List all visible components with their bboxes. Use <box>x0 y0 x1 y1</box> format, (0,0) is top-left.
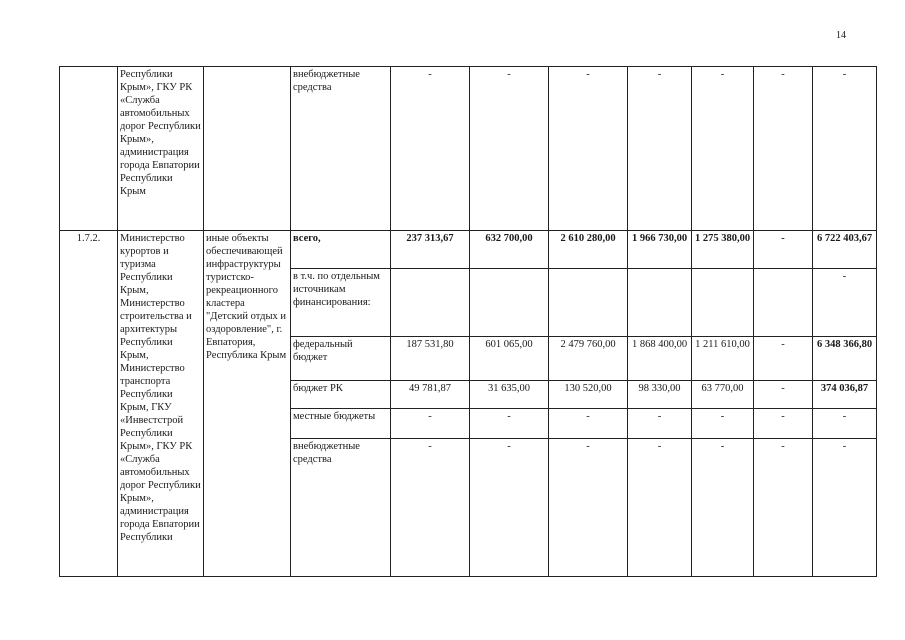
value-cell: - <box>813 269 877 337</box>
value-cell: - <box>813 439 877 577</box>
value-cell: - <box>754 231 813 269</box>
value-cell: 98 330,00 <box>628 381 692 409</box>
value-cell: - <box>628 439 692 577</box>
value-cell: - <box>549 409 628 439</box>
value-cell: - <box>754 381 813 409</box>
value-cell: - <box>754 337 813 381</box>
value-cell: 2 610 280,00 <box>549 231 628 269</box>
value-cell: - <box>628 67 692 231</box>
value-cell: - <box>692 439 754 577</box>
value-cell: - <box>692 409 754 439</box>
value-cell: - <box>549 439 628 577</box>
source-label: в т.ч. по отдельным источникам финансирования: <box>291 269 391 337</box>
value-cell: 187 531,80 <box>391 337 470 381</box>
value-cell: - <box>470 409 549 439</box>
value-cell: - <box>470 67 549 231</box>
value-cell: 49 781,87 <box>391 381 470 409</box>
executor-cell: Министерство курортов и туризма Республики Крым, Министерство строительства и архитектуры Республики Крым, Министерство транспорта Республики Крым, ГКУ «Инвестстрой Республики Крым», ГКУ РК «Служба автомобильных дорог Республики Крым», администрация города Евпатории Республики <box>118 231 204 577</box>
value-cell: - <box>391 67 470 231</box>
object-cell: иные объекты обеспечивающей инфраструктуры туристско-рекреационного кластера "Детский отдых и оздоровление", г. Евпатория, Республика Крым <box>204 231 291 577</box>
value-cell: - <box>549 67 628 231</box>
value-cell <box>549 269 628 337</box>
value-cell: 374 036,87 <box>813 381 877 409</box>
value-cell: - <box>628 409 692 439</box>
source-label: внебюджетные средства <box>291 439 391 577</box>
value-cell: - <box>754 67 813 231</box>
source-label: федеральный бюджет <box>291 337 391 381</box>
value-cell: - <box>813 409 877 439</box>
value-cell: - <box>754 409 813 439</box>
value-cell: - <box>391 439 470 577</box>
value-cell: 31 635,00 <box>470 381 549 409</box>
value-cell <box>692 269 754 337</box>
source-label: бюджет РК <box>291 381 391 409</box>
item-number-cell: 1.7.2. <box>60 231 118 577</box>
source-label: всего, <box>291 231 391 269</box>
value-cell: 601 065,00 <box>470 337 549 381</box>
value-cell <box>754 269 813 337</box>
table-row <box>60 67 877 231</box>
budget-table <box>59 66 877 577</box>
value-cell <box>628 269 692 337</box>
source-label: внебюджетные средства <box>291 67 391 231</box>
value-cell: - <box>813 67 877 231</box>
value-cell: 63 770,00 <box>692 381 754 409</box>
value-cell: 1 966 730,00 <box>628 231 692 269</box>
value-cell: 1 868 400,00 <box>628 337 692 381</box>
value-cell: 237 313,67 <box>391 231 470 269</box>
value-cell <box>391 269 470 337</box>
value-cell: - <box>754 439 813 577</box>
table-row <box>60 231 877 269</box>
value-cell: - <box>391 409 470 439</box>
value-cell: 2 479 760,00 <box>549 337 628 381</box>
value-cell: - <box>692 67 754 231</box>
executor-cell: Республики Крым», ГКУ РК «Служба автомобильных дорог Республики Крым», администрация города Евпатории Республики Крым <box>118 67 204 231</box>
page-number: 14 <box>836 30 846 41</box>
value-cell: 6 348 366,80 <box>813 337 877 381</box>
value-cell: 130 520,00 <box>549 381 628 409</box>
value-cell: - <box>470 439 549 577</box>
value-cell: 6 722 403,67 <box>813 231 877 269</box>
object-cell <box>204 67 291 231</box>
value-cell <box>470 269 549 337</box>
value-cell: 632 700,00 <box>470 231 549 269</box>
source-label: местные бюджеты <box>291 409 391 439</box>
value-cell: 1 275 380,00 <box>692 231 754 269</box>
value-cell: 1 211 610,00 <box>692 337 754 381</box>
item-number-cell <box>60 67 118 231</box>
